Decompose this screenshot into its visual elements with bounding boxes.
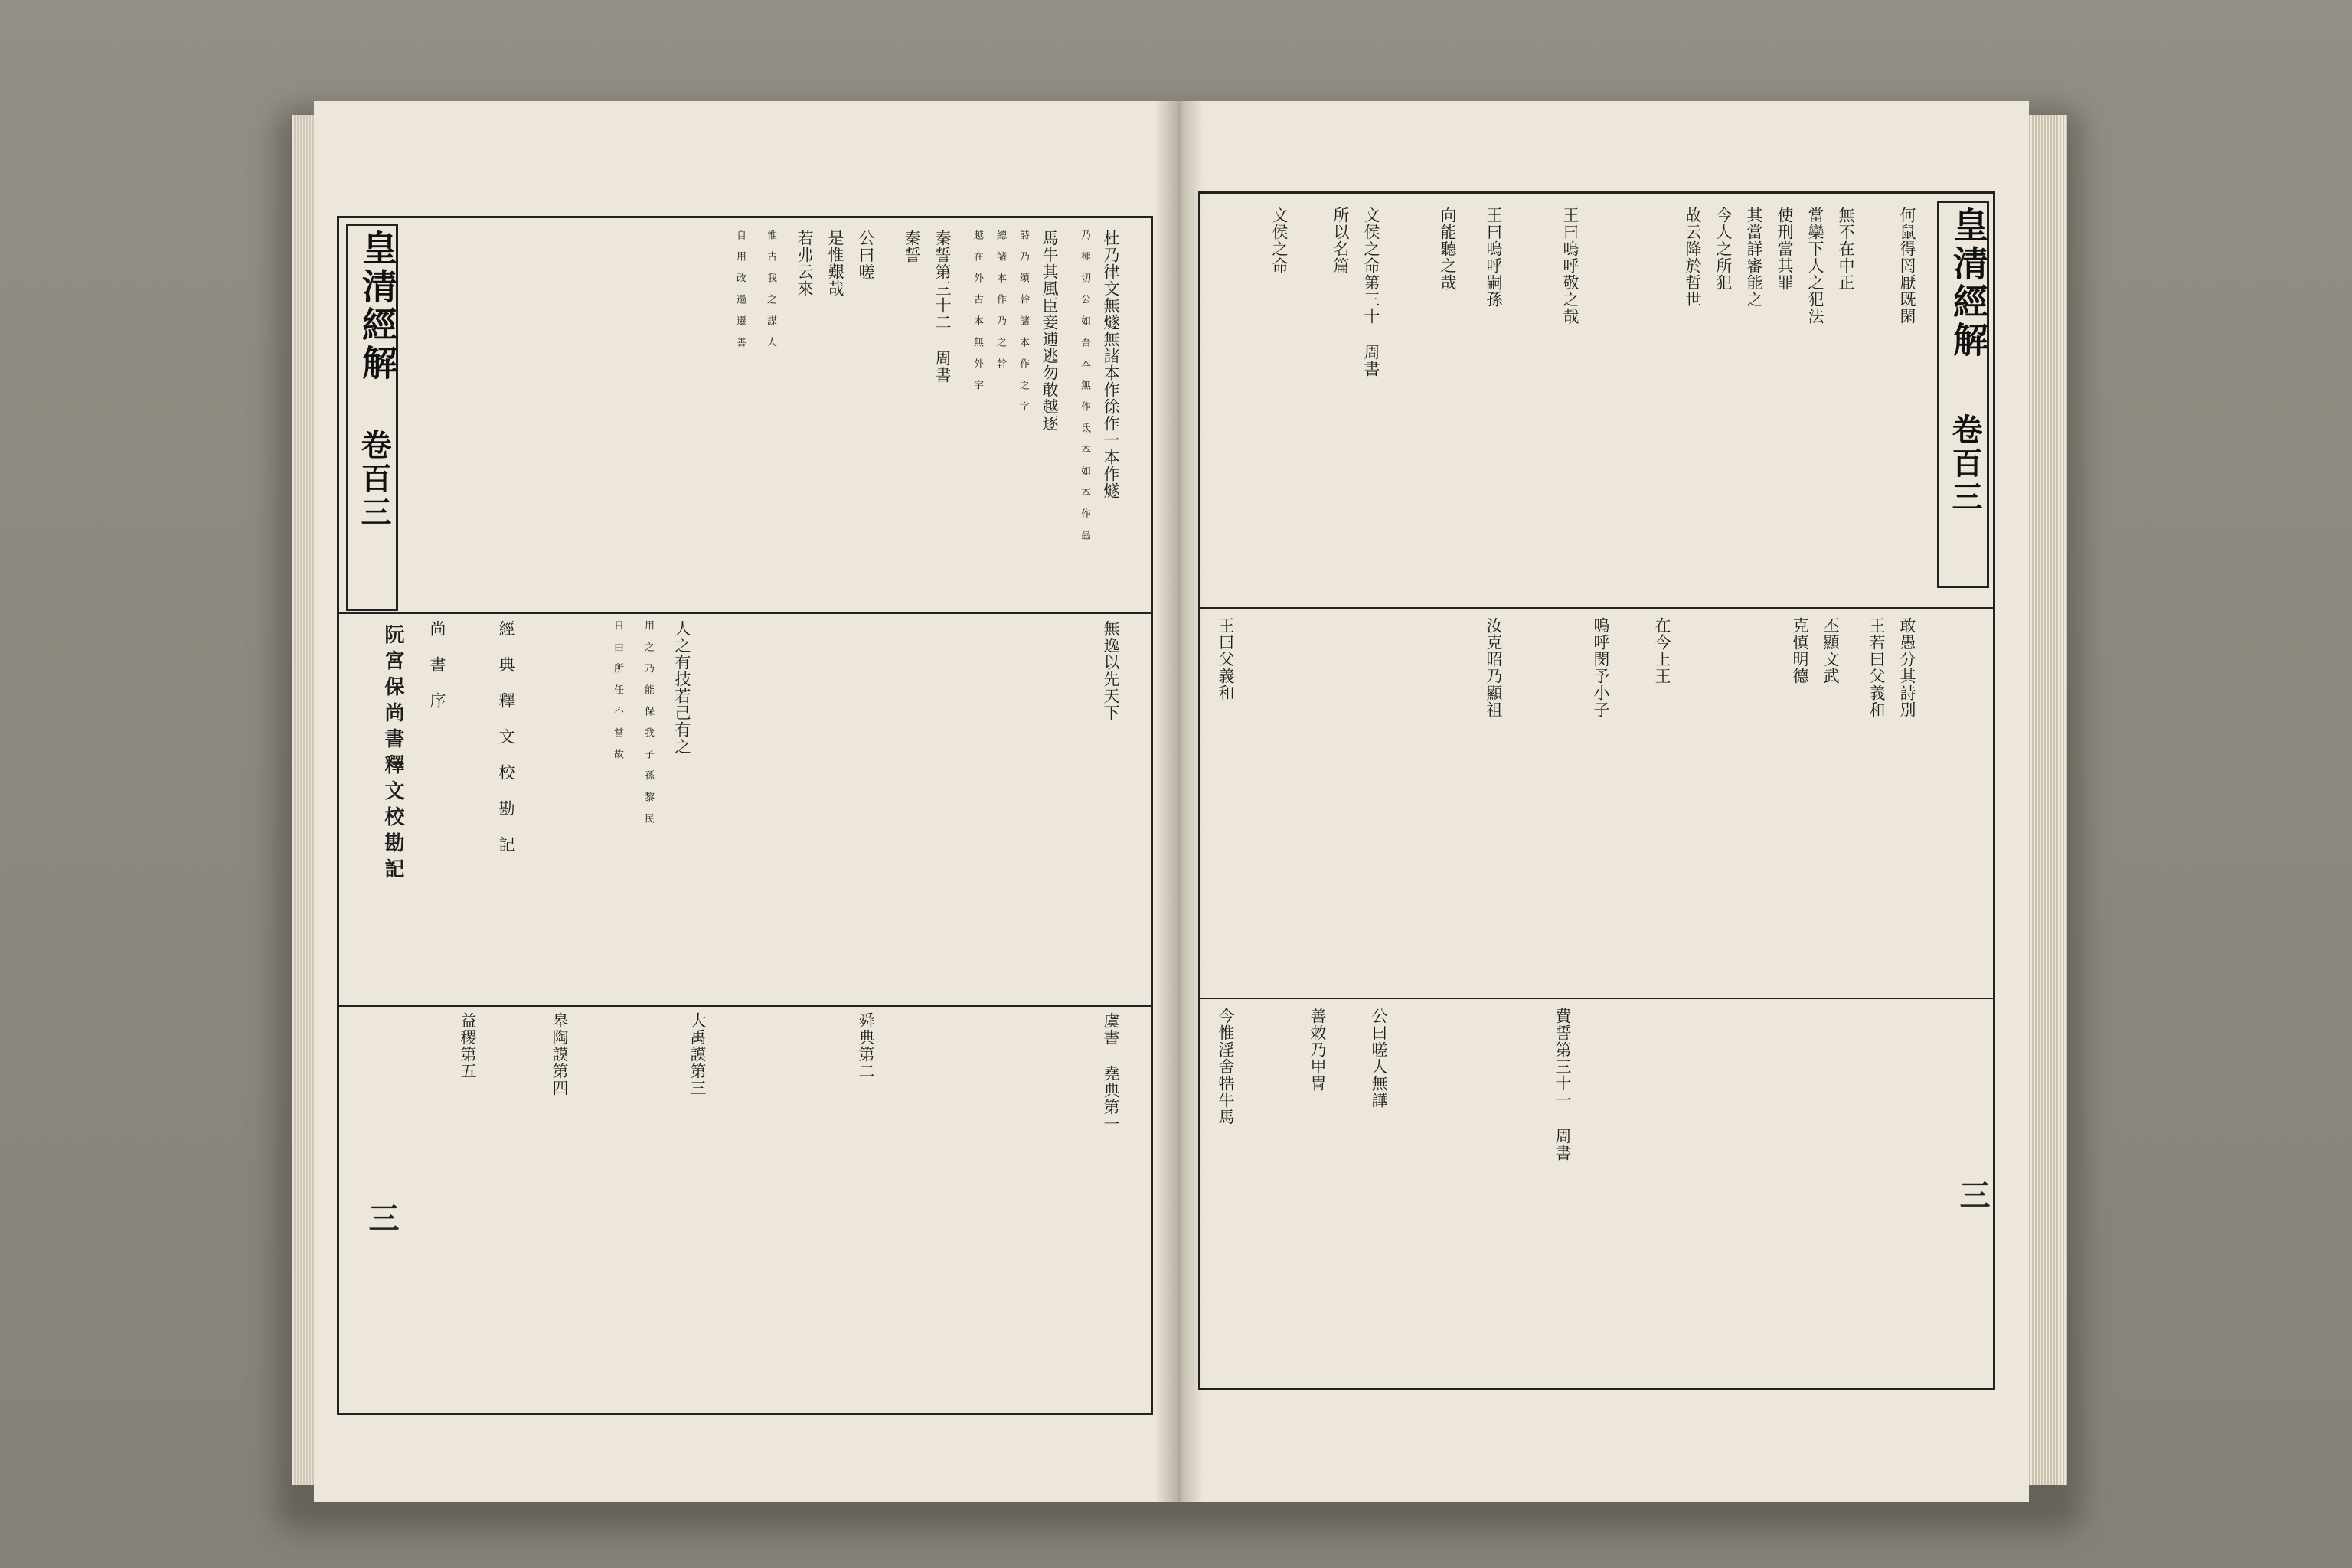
text-column: 何鼠得罔厭既閑 (1898, 207, 1916, 325)
text-column: 用 之 乃 能 保 我 子 孫 黎 民 (642, 620, 654, 823)
text-column: 王曰嗚呼嗣孫 (1485, 207, 1503, 308)
text-column: 無逸以先天下 (1102, 620, 1120, 721)
text-column: 敢愚分其詩別 (1898, 617, 1916, 718)
text-column: 文侯之命 (1270, 207, 1289, 274)
text-column: 是惟艱哉 (826, 230, 844, 297)
text-column: 在今上王 (1653, 617, 1671, 684)
text-column: 王曰父義和 (1217, 617, 1235, 701)
right-folio: 三 (1955, 1179, 1991, 1210)
right-section-divider-1 (1200, 607, 1993, 609)
left-section-divider-2 (339, 1005, 1151, 1007)
text-column: 杜乃律文無燧無諸本作徐作一本作燧 (1102, 230, 1120, 499)
text-column: 舜典第二 (857, 1012, 875, 1080)
text-column: 丕顯文武 (1821, 617, 1840, 684)
text-column: 秦誓 (903, 230, 921, 263)
text-column: 善敹乃甲冑 (1308, 1008, 1327, 1092)
right-spine-volume: 卷百三 (1947, 413, 1983, 514)
text-column: 其當詳審能之 (1745, 207, 1763, 308)
text-column: 人之有技若己有之 (673, 620, 691, 755)
text-column: 皋陶謨第四 (550, 1012, 569, 1096)
text-column: 汝克昭乃顯祖 (1485, 617, 1503, 718)
left-spine-volume: 卷百三 (356, 429, 392, 530)
text-column: 乃 極 切 公 如 吾 本 無 作 氐 本 如 本 作 愚 (1079, 230, 1090, 540)
right-spine-title: 皇清經解 (1948, 207, 1989, 360)
text-column: 無不在中正 (1837, 207, 1855, 291)
text-column: 使刑當其罪 (1775, 207, 1794, 291)
text-column: 大禹謨第三 (688, 1012, 707, 1096)
text-column: 今惟淫舍牿牛馬 (1217, 1008, 1235, 1125)
text-column: 今人之所犯 (1714, 207, 1733, 291)
text-column: 費誓第三十一 周書 (1553, 1008, 1572, 1161)
text-column: 向能聽之哉 (1439, 207, 1457, 291)
text-column: 越 在 外 古 本 無 外 字 (972, 230, 983, 390)
text-column: 王若曰父義和 (1867, 617, 1886, 718)
text-column: 若弗云來 (795, 230, 814, 297)
text-column: 公曰嗟人無譁 (1370, 1008, 1388, 1109)
text-column: 總 諸 本 作 乃 之 幹 (995, 230, 1006, 368)
left-folio: 三 (364, 1202, 400, 1233)
text-column: 公曰嗟 (857, 230, 875, 280)
text-column: 惟 古 我 之 謀 人 (765, 230, 776, 347)
text-column: 當欒下人之犯法 (1806, 207, 1824, 325)
text-column: 經 典 釋 文 校 勘 記 (497, 620, 515, 853)
text-column: 所以名篇 (1331, 207, 1350, 274)
left-spine-title: 皇清經解 (357, 230, 398, 383)
book-gutter (1155, 101, 1204, 1502)
colophon-title: 阮宮保尚書釋文校勘記 (381, 624, 404, 884)
text-column: 克慎明德 (1791, 617, 1809, 684)
text-column: 故云降於哲世 (1684, 207, 1702, 308)
text-column: 文侯之命第三十 周書 (1362, 207, 1380, 377)
text-column: 日 由 所 任 不 當 故 (612, 620, 623, 759)
text-column: 嗚呼閔予小子 (1592, 617, 1610, 718)
text-column: 虞書 堯典第一 (1102, 1012, 1120, 1132)
text-column: 馬牛其風臣妾逋逃勿敢越逐 (1040, 230, 1059, 432)
text-column: 詩 乃 頌 幹 諸 本 作 之 字 (1018, 230, 1029, 411)
text-column: 王曰嗚呼敬之哉 (1561, 207, 1579, 325)
text-column: 自 用 改 過 遷 善 (734, 230, 746, 347)
text-column: 益稷第五 (459, 1012, 477, 1080)
text-column: 秦誓第三十二 周書 (933, 230, 952, 384)
left-section-divider-1 (339, 612, 1151, 614)
text-column: 尚 書 序 (428, 620, 446, 709)
